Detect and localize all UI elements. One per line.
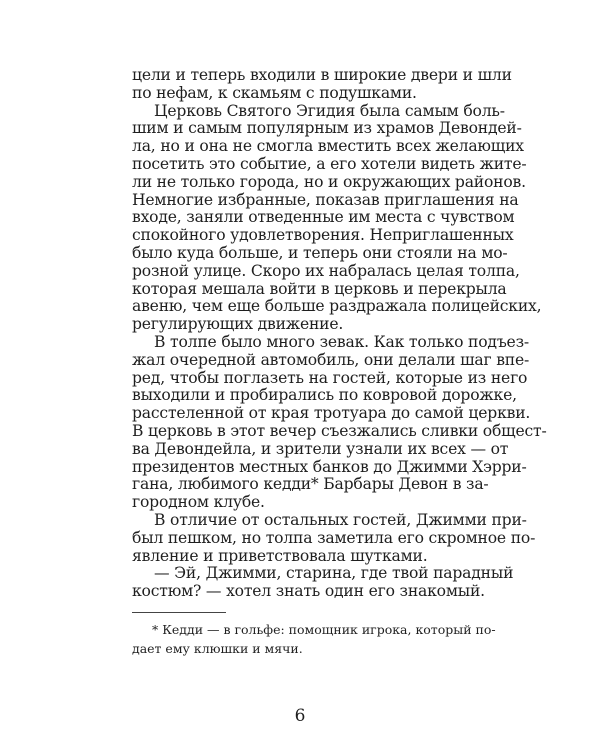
text-line: жал очередной автомобиль, они делали шаг впе- (132, 350, 530, 369)
text-line: входе, заняли отведенные им места с чувством (132, 208, 515, 227)
text-line: авеню, чем еще больше раздражала полицейских, (132, 297, 542, 316)
text-line: розной улице. Скоро их набралась целая толпа, (132, 261, 520, 280)
text-line: выходили и пробирались по ковровой дорожке, (132, 386, 517, 405)
text-line: В толпе было много зевак. Как только подъез- (154, 333, 529, 351)
text-line: был пешком, но толпа заметила его скромное по- (132, 528, 536, 547)
text-line: по нефам, к скамьям с подушками. (132, 83, 417, 102)
text-line: спокойного удовлетворения. Неприглашенных (132, 226, 514, 245)
text-line: гана, любимого кедди* Барбары Девон в за- (132, 475, 489, 494)
text-line: президентов местных банков до Джимми Хэрри- (132, 457, 527, 476)
page-number: 6 (294, 706, 306, 726)
text-line: шим и самым популярным из храмов Девондей- (132, 119, 522, 138)
text-line: регулирующих движение. (132, 315, 344, 334)
text-line: ва Девондейла, и зрители узнали их всех — от (132, 439, 509, 458)
footnote-line: дает ему клюшки и мячи. (132, 641, 303, 656)
footnote-line: * Кедди — в гольфе: помощник игрока, который по- (152, 622, 496, 637)
text-line: цели и теперь входили в широкие двери и шли (132, 66, 512, 84)
text-line: В церковь в этот вечер съезжались сливки общест- (132, 422, 547, 440)
text-line: ли не только города, но и окружающих районов. (132, 172, 526, 191)
text-line: расстеленной от края тротуара до самой церкви. (132, 404, 531, 423)
text-line: Церковь Святого Эгидия была самым боль- (154, 101, 505, 120)
text-line: городном клубе. (132, 493, 265, 512)
text-line: было куда больше, и теперь они стояли на мо- (132, 244, 508, 262)
text-line: — Эй, Джимми, старина, где твой парадный (154, 564, 514, 583)
text-line: ла, но и она не смогла вместить всех желающих (132, 137, 524, 156)
text-line: посетить это событие, а его хотели видеть жите- (132, 155, 527, 173)
text-line: В отличие от остальных гостей, Джимми при- (154, 511, 527, 529)
text-line: Немногие избранные, показав приглашения на (132, 190, 519, 209)
text-line: которая мешала войти в церковь и перекрыла (132, 279, 507, 298)
footnote-divider (132, 612, 226, 613)
text-line: костюм? — хотел знать один его знакомый. (132, 582, 485, 601)
text-line: явление и приветствовала шутками. (132, 546, 428, 565)
text-line: ред, чтобы поглазеть на гостей, которые из него (132, 368, 528, 387)
